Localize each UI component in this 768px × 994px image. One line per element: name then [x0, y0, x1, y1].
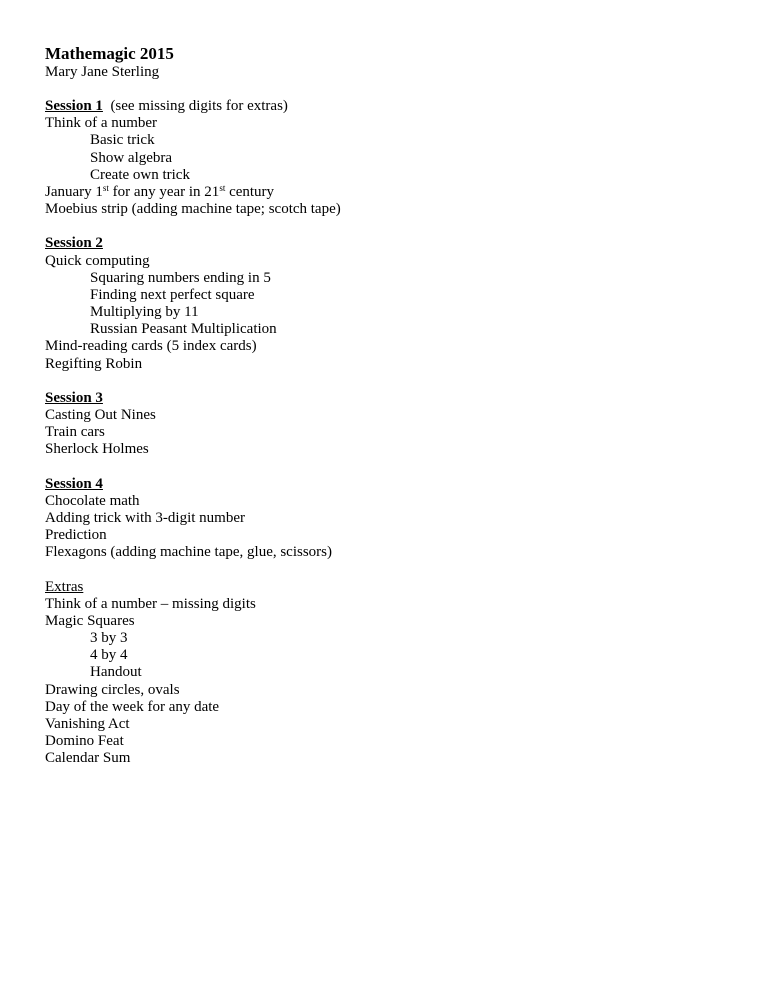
session-4-heading-line [45, 476, 725, 493]
list-subitem: Finding next perfect square [90, 286, 255, 303]
list-item: Think of a number – missing digits [45, 595, 256, 612]
document-page [45, 44, 725, 768]
session-1-heading-line [45, 98, 725, 115]
january-text-c: century [225, 183, 275, 200]
list-subitem: Squaring numbers ending in 5 [90, 269, 271, 286]
january-text-a: January 1 [45, 183, 103, 200]
list-item: Train cars [45, 424, 105, 441]
list-subitem: Create own trick [90, 166, 190, 183]
session-1-heading: Session 1 [45, 98, 103, 114]
list-subitem: Show algebra [90, 149, 173, 166]
session-4-heading: Session 4 [45, 475, 103, 492]
list-item: Vanishing Act [45, 716, 130, 732]
list-item: Prediction [45, 527, 107, 544]
list-subitem: Multiplying by 11 [90, 304, 199, 321]
document-title: Mathemagic 2015 [45, 44, 174, 63]
list-item: Magic Squares [45, 612, 135, 629]
list-subitem: Basic trick [90, 132, 155, 149]
session-2-heading: Session 2 [45, 235, 103, 252]
spacer [45, 81, 725, 98]
list-subitem: Russian Peasant Multiplication [90, 321, 277, 338]
list-item-january [45, 184, 725, 201]
superscript-st: st [219, 182, 226, 193]
list-item: Calendar Sum [45, 750, 131, 767]
session-3-heading: Session 3 [45, 389, 103, 406]
spacer [45, 373, 725, 390]
list-item: Casting Out Nines [45, 407, 156, 423]
extras-heading: Extras [45, 578, 84, 595]
session-3-heading-line [45, 390, 725, 407]
list-item: Domino Feat [45, 733, 124, 750]
session-2-heading-line [45, 235, 725, 252]
list-item: Think of a number [45, 115, 158, 132]
list-subitem: Handout [90, 664, 142, 681]
list-item: Chocolate math [45, 492, 140, 509]
list-item: Moebius strip (adding machine tape; scotch tape) [45, 201, 341, 218]
author-name: Mary Jane Sterling [45, 64, 160, 80]
list-subitem: 3 by 3 [90, 630, 128, 647]
spacer [45, 459, 725, 476]
list-item: Mind-reading cards (5 index cards) [45, 338, 257, 355]
list-item: Flexagons (adding machine tape, glue, scissors) [45, 544, 333, 561]
extras-heading-line [45, 579, 725, 596]
list-subitem: 4 by 4 [90, 647, 128, 664]
session-1-note: (see missing digits for extras) [110, 98, 288, 114]
spacer [45, 562, 725, 579]
january-text-b: for any year in 21 [108, 183, 220, 200]
list-item: Sherlock Holmes [45, 441, 149, 458]
list-item: Quick computing [45, 252, 150, 269]
superscript-st: st [102, 182, 109, 193]
list-item: Regifting Robin [45, 355, 143, 372]
list-item: Day of the week for any date [45, 698, 220, 715]
list-item: Adding trick with 3-digit number [45, 509, 245, 526]
spacer [45, 218, 725, 235]
list-item: Drawing circles, ovals [45, 681, 180, 698]
